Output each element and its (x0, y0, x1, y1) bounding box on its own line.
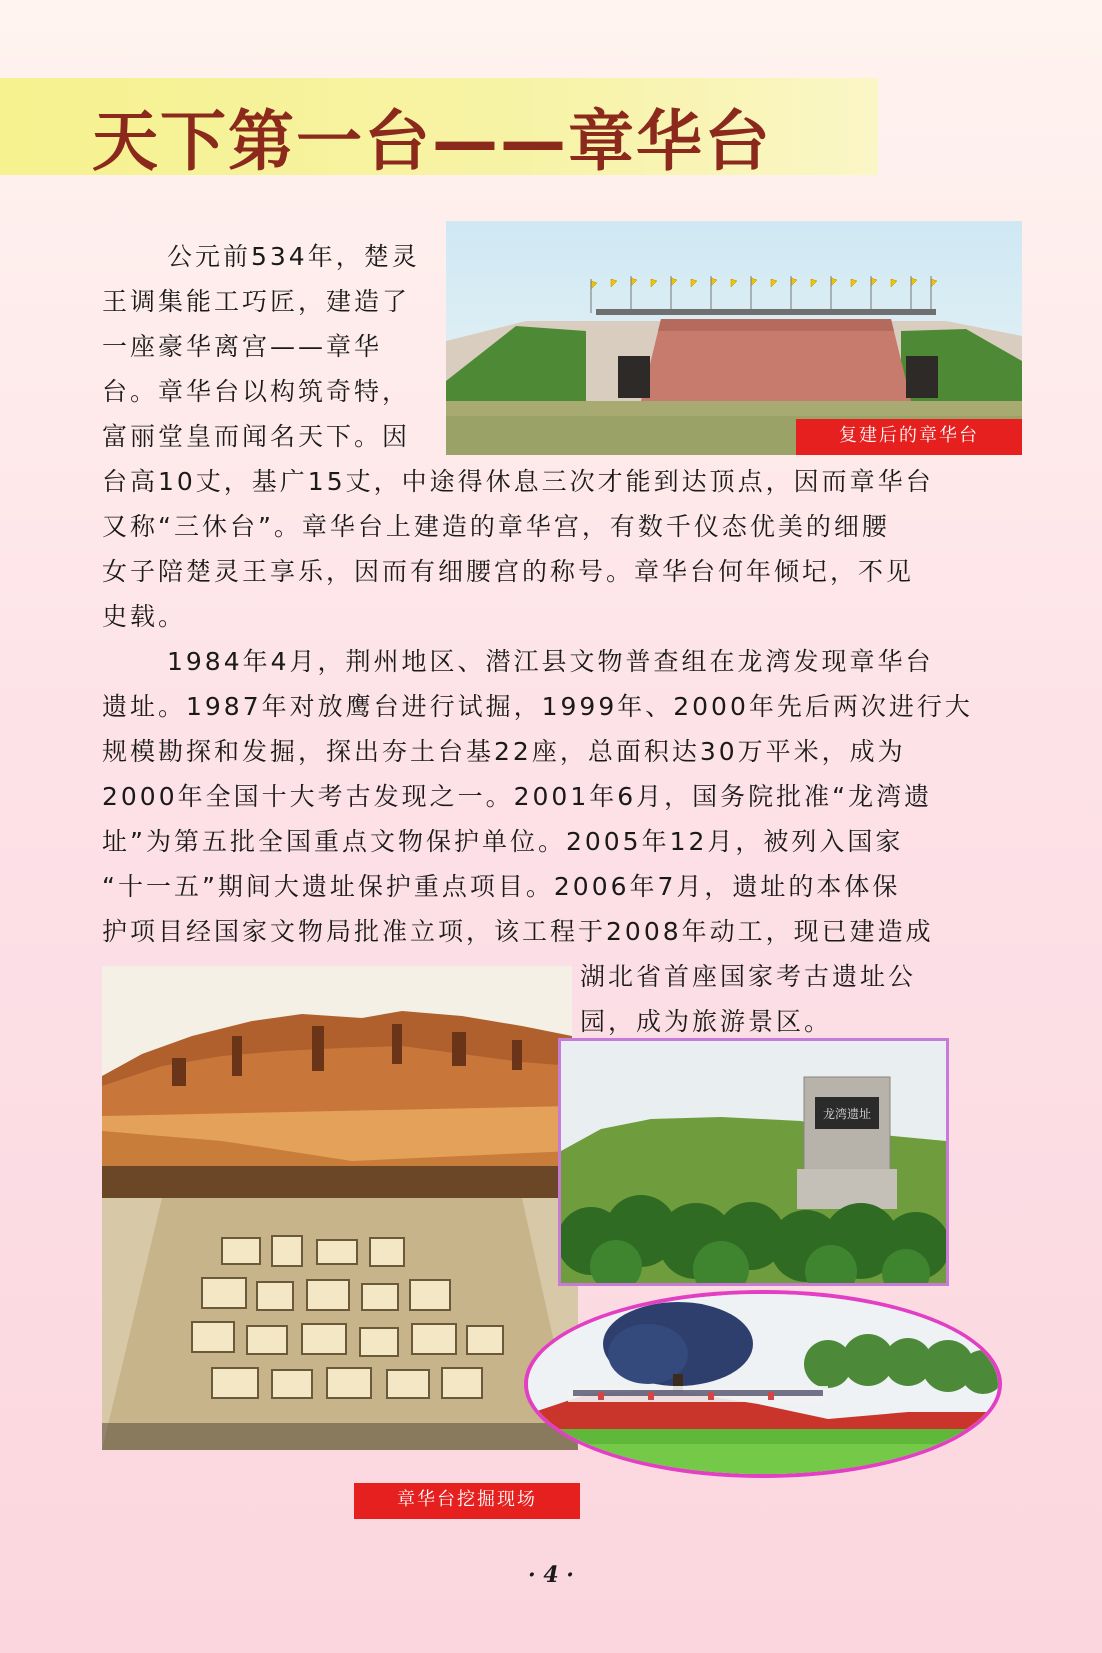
para2-line-5: “十一五”期间大遗址保护重点项目。2006年7月，遗址的本体保 (102, 872, 901, 901)
para2-line-2: 规模勘探和发掘，探出夯土台基22座，总面积达30万平米，成为 (102, 737, 906, 766)
para1-line-0: 公元前534年，楚灵 (167, 242, 420, 271)
para2-tail-line-1: 园，成为旅游景区。 (580, 1007, 833, 1036)
para2-line-0: 1984年4月，荆州地区、潜江县文物普查组在龙湾发现章华台 (167, 647, 934, 676)
bottom-photo-caption: 章华台挖掘现场 (354, 1483, 580, 1519)
para2-tail-line-0: 湖北省首座国家考古遗址公 (580, 962, 917, 991)
para1-full-line-1: 又称“三休台”。章华台上建造的章华宫，有数千仪态优美的细腰 (102, 512, 890, 541)
monument-text: 龙湾遗址 (822, 1107, 872, 1121)
para1-line-1: 王调集能工巧匠，建造了 (102, 287, 411, 316)
para1-line-4: 富丽堂皇而闻名天下。因 (102, 422, 411, 451)
page-title: 天下第一台——章华台 (92, 103, 772, 180)
para1-full-line-3: 史载。 (102, 602, 187, 631)
page-number: · 4 · (528, 1562, 574, 1588)
monument-photo (558, 1038, 949, 1286)
top-photo-caption: 复建后的章华台 (796, 419, 1022, 455)
para2-line-6: 护项目经国家文物局批准立项，该工程于2008年动工，现已建造成 (102, 917, 934, 946)
para1-full-line-0: 台高10丈，基广15丈，中途得休息三次才能到达顶点，因而章华台 (102, 467, 934, 496)
para2-line-1: 遗址。1987年对放鹰台进行试掘，1999年、2000年先后两次进行大 (102, 692, 973, 721)
para1-line-2: 一座豪华离宫——章华 (102, 332, 383, 361)
excavation-photo-bottom (102, 1198, 578, 1450)
crowd-oval-photo (524, 1290, 1002, 1478)
para2-line-4: 址”为第五批全国重点文物保护单位。2005年12月，被列入国家 (102, 827, 904, 856)
para1-line-3: 台。章华台以构筑奇特， (102, 377, 411, 406)
para1-full-line-2: 女子陪楚灵王享乐，因而有细腰宫的称号。章华台何年倾圮，不见 (102, 557, 915, 586)
para2-line-3: 2000年全国十大考古发现之一。2001年6月，国务院批准“龙湾遗 (102, 782, 933, 811)
excavation-photo-top (102, 966, 572, 1198)
